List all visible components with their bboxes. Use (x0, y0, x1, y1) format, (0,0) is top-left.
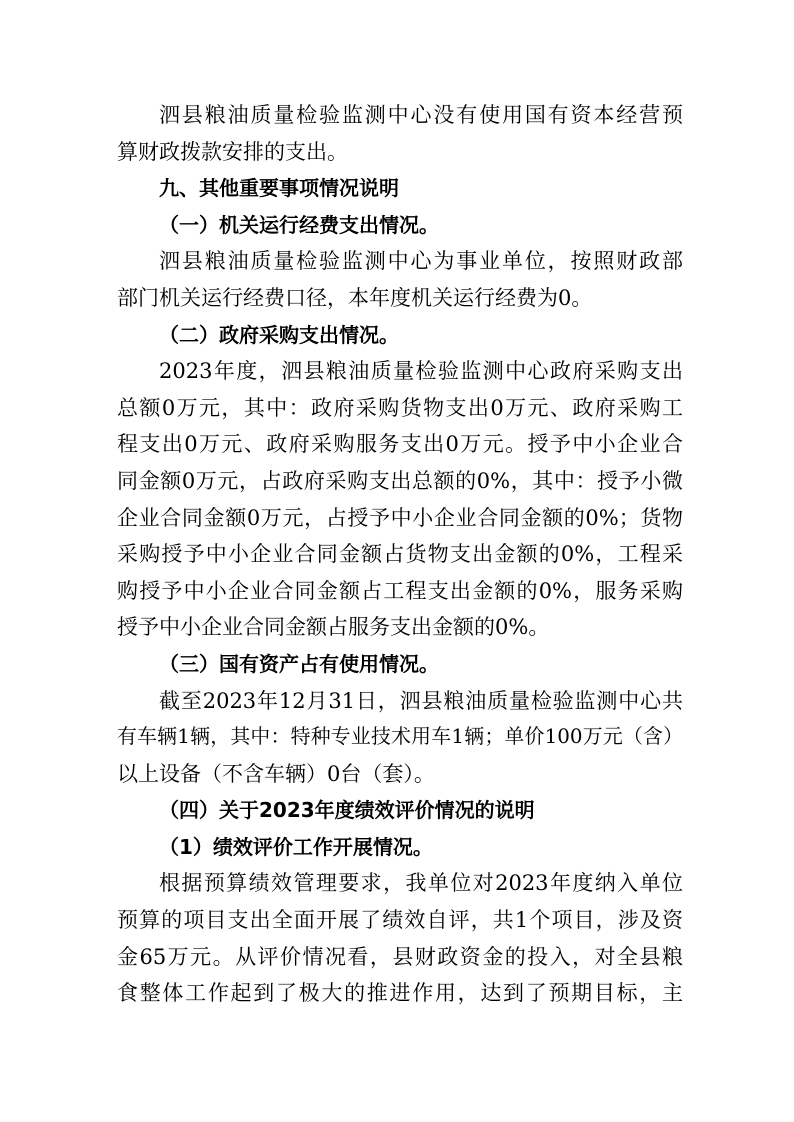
paragraph-line: 以上设备（不含车辆）0台（套）。 (117, 761, 435, 786)
paragraph-line: 程支出0万元、政府采购服务支出0万元。授予中小企业合 (117, 432, 683, 457)
paragraph-line: 泗县粮油质量检验监测中心没有使用国有资本经营预 (159, 103, 683, 127)
subsection-heading: （一）机关运行经费支出情况。 (159, 212, 439, 237)
paragraph-line: 2023年度，泗县粮油质量检验监测中心政府采购支出 (159, 359, 683, 384)
paragraph-line: 购授予中小企业合同金额占工程支出金额的0%，服务采购 (117, 578, 683, 603)
paragraph-line: 根据预算绩效管理要求，我单位对2023年度纳入单位 (159, 871, 683, 896)
paragraph-line: 采购授予中小企业合同金额占货物支出金额的0%，工程采 (117, 542, 683, 567)
paragraph-line: 截至2023年12月31日，泗县粮油质量检验监测中心共 (159, 688, 683, 713)
paragraph-line: 预算的项目支出全面开展了绩效自评，共1个项目，涉及资 (117, 908, 683, 933)
subsection-heading: （二）政府采购支出情况。 (159, 322, 399, 347)
paragraph-line: 总额0万元，其中：政府采购货物支出0万元、政府采购工 (117, 395, 683, 420)
paragraph-line: 有车辆1辆，其中：特种专业技术用车1辆；单价100万元（含） (117, 725, 683, 749)
paragraph-line: 部门机关运行经费口径，本年度机关运行经费为0。 (117, 285, 593, 310)
subsection-heading: （三）国有资产占有使用情况。 (159, 651, 439, 676)
subsection-heading: （1）绩效评价工作开展情况。 (159, 834, 433, 859)
paragraph-line: 企业合同金额0万元，占授予中小企业合同金额的0%；货物 (117, 505, 683, 530)
paragraph-line: 同金额0万元，占政府采购支出总额的0%，其中：授予小微 (117, 468, 683, 493)
paragraph-line: 食整体工作起到了极大的推进作用，达到了预期目标，主 (117, 981, 683, 1006)
paragraph-line: 泗县粮油质量检验监测中心为事业单位，按照财政部 (159, 249, 683, 274)
paragraph-line: 金65万元。从评价情况看，县财政资金的投入，对全县粮 (117, 944, 683, 969)
subsection-heading: （四）关于2023年度绩效评价情况的说明 (159, 798, 535, 823)
section-heading: 九、其他重要事项情况说明 (159, 176, 399, 201)
document-body (117, 97, 683, 1012)
paragraph-line: 授予中小企业合同金额占服务支出金额的0%。 (117, 615, 550, 640)
paragraph-line: 算财政拨款安排的支出。 (117, 139, 348, 164)
